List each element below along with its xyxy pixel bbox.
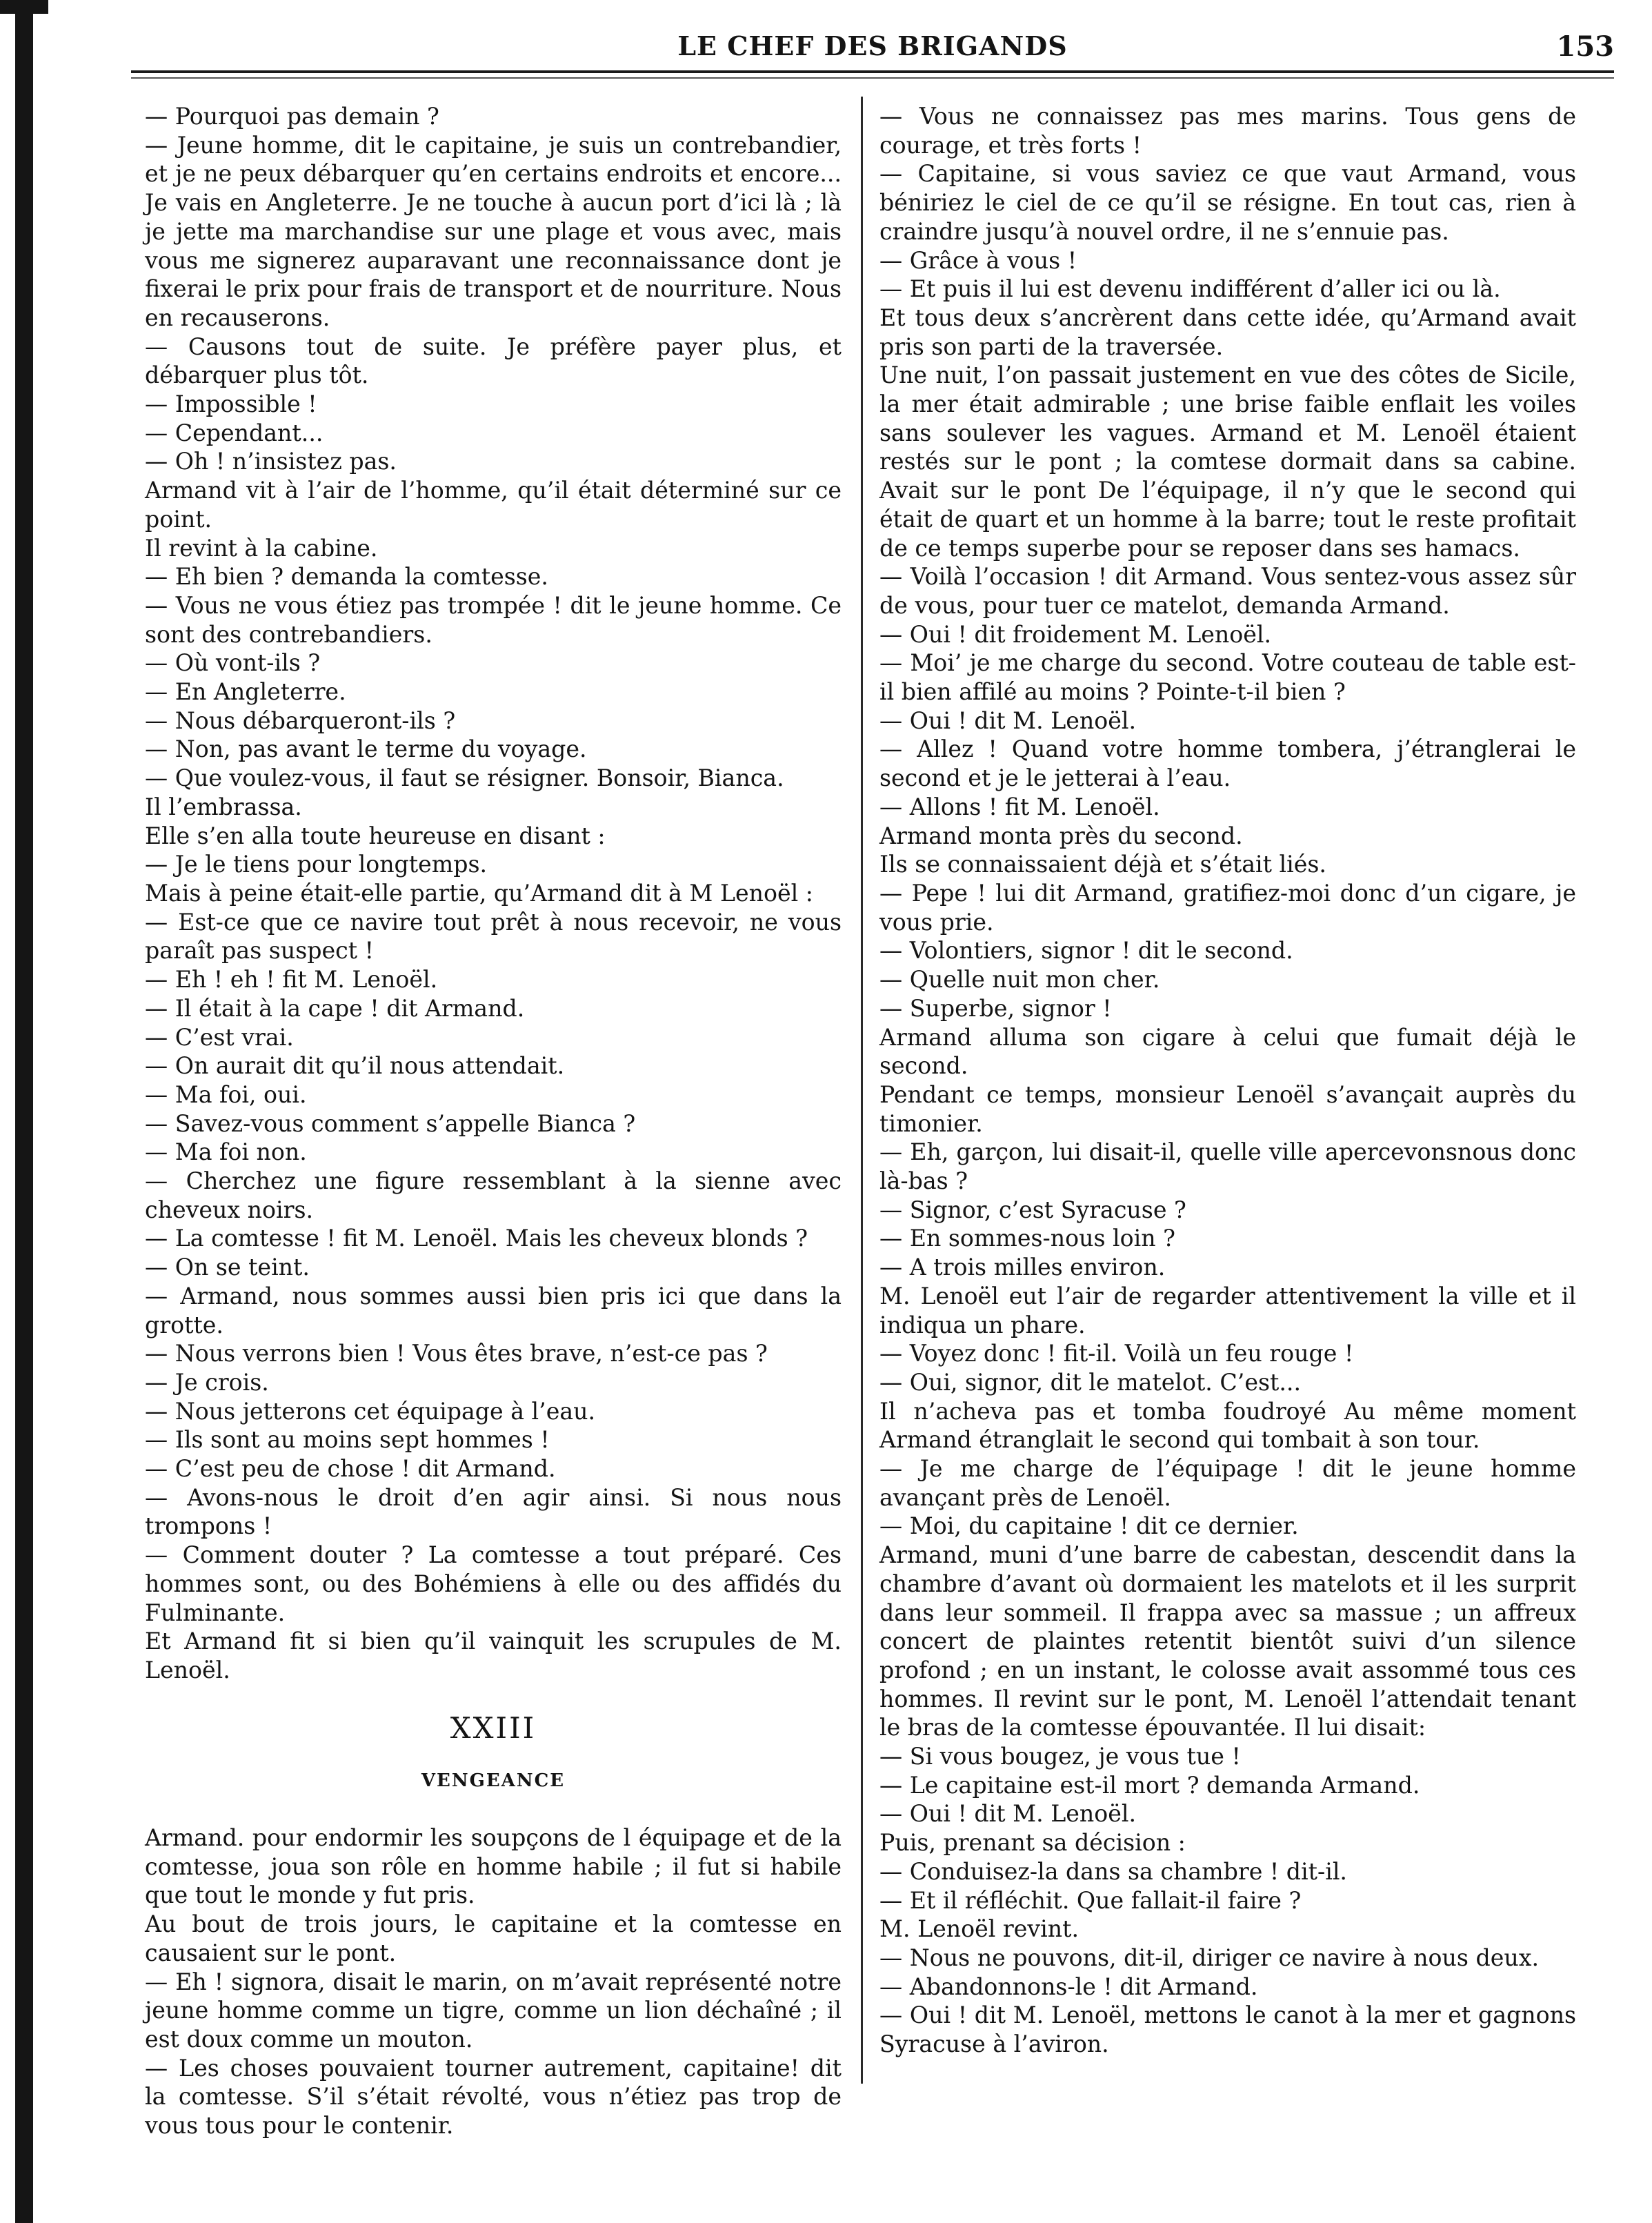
paragraph: — Eh, garçon, lui disait-il, quelle ville apercevonsnous donc là-bas ? xyxy=(879,1138,1576,1195)
paragraph: — Conduisez-la dans sa chambre ! dit-il. xyxy=(879,1857,1347,1885)
paragraph: — Grâce à vous ! xyxy=(879,246,1077,274)
chapter-number: XXIII xyxy=(450,1710,537,1745)
paragraph: — En Angleterre. xyxy=(145,678,346,706)
paragraph: — Vous ne vous étiez pas trompée ! dit le jeune homme. Ce sont des contrebandiers. xyxy=(145,591,842,648)
paragraph: — Ils sont au moins sept hommes ! xyxy=(145,1426,550,1454)
paragraph: Et Armand fit si bien qu’il vainquit les scrupules de M. Lenoël. xyxy=(145,1628,842,1683)
paragraph: — Et puis il lui est devenu indifférent d’aller ici ou là. xyxy=(879,275,1501,303)
binding-spine xyxy=(15,0,33,2223)
paragraph: — Pourquoi pas demain ? xyxy=(145,103,439,130)
header-rule-thin xyxy=(131,77,1614,79)
paragraph: — Voilà l’occasion ! dit Armand. Vous sentez-vous assez sûr de vous, pour tuer ce matelot, demanda Armand. xyxy=(879,563,1576,619)
paragraph: Mais à peine était-elle partie, qu’Armand dit à M Lenoël : xyxy=(145,879,813,907)
paragraph: — Ma foi non. xyxy=(145,1138,307,1166)
paragraph: — C’est vrai. xyxy=(145,1023,294,1051)
paragraph: Armand alluma son cigare à celui que fumait déjà le second. xyxy=(879,1023,1576,1080)
paragraph: — Moi’ je me charge du second. Votre couteau de table est-il bien affilé au moins ? Pointe-t-il bien ? xyxy=(879,649,1576,706)
paragraph: — Allons ! fit M. Lenoël. xyxy=(879,793,1160,820)
paragraph: — Savez-vous comment s’appelle Bianca ? xyxy=(145,1109,636,1137)
paragraph: Il n’acheva pas et tomba foudroyé Au même moment Armand étranglait le second qui tombait à son tour. xyxy=(879,1397,1576,1454)
paragraph: Et tous deux s’ancrèrent dans cette idée, qu’Armand avait pris son parti de la traversée. xyxy=(879,304,1576,360)
paragraph: — Superbe, signor ! xyxy=(879,994,1112,1022)
paragraph: — Causons tout de suite. Je préfère payer plus, et débarquer plus tôt. xyxy=(145,333,842,389)
paragraph: Au bout de trois jours, le capitaine et la comtesse en causaient sur le pont. xyxy=(145,1910,842,1966)
paragraph: — A trois milles environ. xyxy=(879,1254,1166,1281)
paragraph: — Je le tiens pour longtemps. xyxy=(145,851,488,878)
paragraph: — Est-ce que ce navire tout prêt à nous recevoir, ne vous paraît pas suspect ! xyxy=(145,908,842,965)
paragraph: — Il était à la cape ! dit Armand. xyxy=(145,994,525,1022)
chapter-text xyxy=(145,1824,842,2140)
page-header xyxy=(131,30,1614,72)
paragraph: — Eh ! eh ! fit M. Lenoël. xyxy=(145,966,438,994)
paragraph: Puis, prenant sa décision : xyxy=(879,1829,1186,1857)
paragraph: M. Lenoël revint. xyxy=(879,1915,1079,1943)
paragraph: — Abandonnons-le ! dit Armand. xyxy=(879,1973,1258,2000)
paragraph: — Eh ! signora, disait le marin, on m’avait représenté notre jeune homme comme un tigre, comme un lion déchaîné ; il est doux comme un mouton. xyxy=(145,1968,842,2053)
paragraph: — Oui ! dit M. Lenoël. xyxy=(879,1800,1137,1828)
paragraph: — Eh bien ? demanda la comtesse. xyxy=(145,563,548,591)
paragraph: — Voyez donc ! fit-il. Voilà un feu rouge ! xyxy=(879,1340,1354,1367)
binding-spine-top xyxy=(0,0,48,14)
paragraph: — C’est peu de chose ! dit Armand. xyxy=(145,1455,556,1483)
paragraph: — Oui, signor, dit le matelot. C’est... xyxy=(879,1368,1302,1396)
paragraph: — Les choses pouvaient tourner autrement, capitaine! dit la comtesse. S’il s’était révolté, vous n’étiez pas trop de vous tous pour le contenir. xyxy=(145,2054,842,2140)
paragraph: — Où vont-ils ? xyxy=(145,649,321,677)
paragraph: — Pepe ! lui dit Armand, gratifiez-moi donc d’un cigare, je vous prie. xyxy=(879,879,1576,936)
paragraph: M. Lenoël eut l’air de regarder attentivement la ville et il indiqua un phare. xyxy=(879,1282,1576,1338)
paragraph: — Que voulez-vous, il faut se résigner. Bonsoir, Bianca. xyxy=(145,764,784,792)
paragraph: Armand monta près du second. xyxy=(879,822,1243,849)
paragraph: — La comtesse ! fit M. Lenoël. Mais les cheveux blonds ? xyxy=(145,1225,808,1252)
paragraph: — Capitaine, si vous saviez ce que vaut Armand, vous béniriez le ciel de ce qu’il se résigne. En tout cas, rien à craindre jusqu’à nouvel ordre, il ne s’ennuie pas. xyxy=(879,160,1576,245)
paragraph: — Jeune homme, dit le capitaine, je suis un contrebandier, et je ne peux débarquer qu’en certains endroits et encore... Je vais en Angleterre. Je ne touche à aucun port d’ici là ; là je jette ma marchandise sur une plage et vous avec, mais vous me signerez auparavant une reconnaissance dont je fixerai le prix pour frais de transport et de nourriture. Nous en recauserons. xyxy=(145,131,842,331)
paragraph: — Oh ! n’insistez pas. xyxy=(145,448,397,475)
paragraph: Ils se connaissaient déjà et s’était liés. xyxy=(879,851,1326,878)
paragraph: Il l’embrassa. xyxy=(145,793,302,820)
paragraph: — Nous jetterons cet équipage à l’eau. xyxy=(145,1397,596,1425)
paragraph: — Volontiers, signor ! dit le second. xyxy=(879,937,1293,965)
paragraph: Armand, muni d’une barre de cabestan, descendit dans la chambre d’avant où dormaient les matelots et il les surprit dans leur sommeil. Il frappa avec sa massue ; un affreux concert de plaintes retentit bientôt suivi d’un silence profond ; en un instant, le colosse avait assommé tous ces hommes. Il revint sur le pont, M. Lenoël l’attendait tenant le bras de la comtesse épouvantée. Il lui disait: xyxy=(879,1541,1576,1741)
paragraph: Pendant ce temps, monsieur Lenoël s’avançait auprès du timonier. xyxy=(879,1080,1576,1137)
chapter-title: VENGEANCE xyxy=(421,1770,566,1792)
left-column-text xyxy=(145,102,842,1685)
paragraph: — Vous ne connaissez pas mes marins. Tous gens de courage, et très forts ! xyxy=(879,103,1576,159)
paragraph: — Allez ! Quand votre homme tombera, j’étranglerai le second et je le jetterai à l’eau. xyxy=(879,735,1576,792)
paragraph: — Ma foi, oui. xyxy=(145,1080,307,1108)
paragraph: — Avons-nous le droit d’en agir ainsi. Si nous nous trompons ! xyxy=(145,1483,842,1540)
paragraph: — Je crois. xyxy=(145,1368,269,1396)
paragraph: — Moi, du capitaine ! dit ce dernier. xyxy=(879,1512,1299,1540)
paragraph: — On aurait dit qu’il nous attendait. xyxy=(145,1052,565,1080)
paragraph: — Cependant... xyxy=(145,419,324,446)
page-number: 153 xyxy=(1556,30,1614,63)
paragraph: — Quelle nuit mon cher. xyxy=(879,966,1160,994)
right-column xyxy=(879,102,1576,2059)
paragraph: — Le capitaine est-il mort ? demanda Armand. xyxy=(879,1771,1420,1799)
paragraph: — Si vous bougez, je vous tue ! xyxy=(879,1743,1241,1770)
paragraph: Une nuit, l’on passait justement en vue des côtes de Sicile, la mer était admirable ; une brise faible enflait les voiles sans soulever les vagues. Armand et M. Lenoël étaient restés sur le pont ; la comtese dormait dans sa cabine. Avait sur le pont De l’équipage, il n’y que le second qui était de quart et un homme à la barre; tout le reste profitait de ce temps superbe pour se reposer dans ses hamacs. xyxy=(879,362,1576,562)
paragraph: — Oui ! dit M. Lenoël. xyxy=(879,707,1137,734)
running-title: LE CHEF DES BRIGANDS xyxy=(677,30,1068,61)
paragraph: — Comment douter ? La comtesse a tout préparé. Ces hommes sont, ou des Bohémiens à elle ou des affidés du Fulminante. xyxy=(145,1541,842,1626)
paragraph: — Nous ne pouvons, dit-il, diriger ce navire à nous deux. xyxy=(879,1944,1540,1971)
paragraph: — Armand, nous sommes aussi bien pris ici que dans la grotte. xyxy=(145,1282,842,1338)
paragraph: — Cherchez une figure ressemblant à la sienne avec cheveux noirs. xyxy=(145,1167,842,1223)
right-column-text xyxy=(879,102,1576,2059)
column-divider xyxy=(861,97,863,2084)
paragraph: — Signor, c’est Syracuse ? xyxy=(879,1196,1186,1223)
paragraph: — Nous verrons bien ! Vous êtes brave, n’est-ce pas ? xyxy=(145,1340,768,1367)
paragraph: Il revint à la cabine. xyxy=(145,534,378,562)
left-column xyxy=(145,102,842,2140)
header-rule xyxy=(131,70,1614,73)
paragraph: Armand vit à l’air de l’homme, qu’il était déterminé sur ce point. xyxy=(145,477,842,533)
paragraph: — Non, pas avant le terme du voyage. xyxy=(145,735,587,763)
paragraph: — Et il réfléchit. Que fallait-il faire ? xyxy=(879,1886,1302,1914)
paragraph: Armand. pour endormir les soupçons de l équipage et de la comtesse, joua son rôle en homme habile ; il fut si habile que tout le monde y fut pris. xyxy=(145,1824,842,1909)
paragraph: — Nous débarqueront-ils ? xyxy=(145,707,456,734)
paragraph: — Impossible ! xyxy=(145,391,317,418)
paragraph: — Oui ! dit froidement M. Lenoël. xyxy=(879,620,1272,648)
paragraph: — En sommes-nous loin ? xyxy=(879,1225,1175,1252)
paragraph: — On se teint. xyxy=(145,1254,310,1281)
paragraph: — Oui ! dit M. Lenoël, mettons le canot à la mer et gagnons Syracuse à l’aviron. xyxy=(879,2002,1576,2058)
paragraph: — Je me charge de l’équipage ! dit le jeune homme avançant près de Lenoël. xyxy=(879,1455,1576,1511)
paragraph: Elle s’en alla toute heureuse en disant : xyxy=(145,822,606,849)
